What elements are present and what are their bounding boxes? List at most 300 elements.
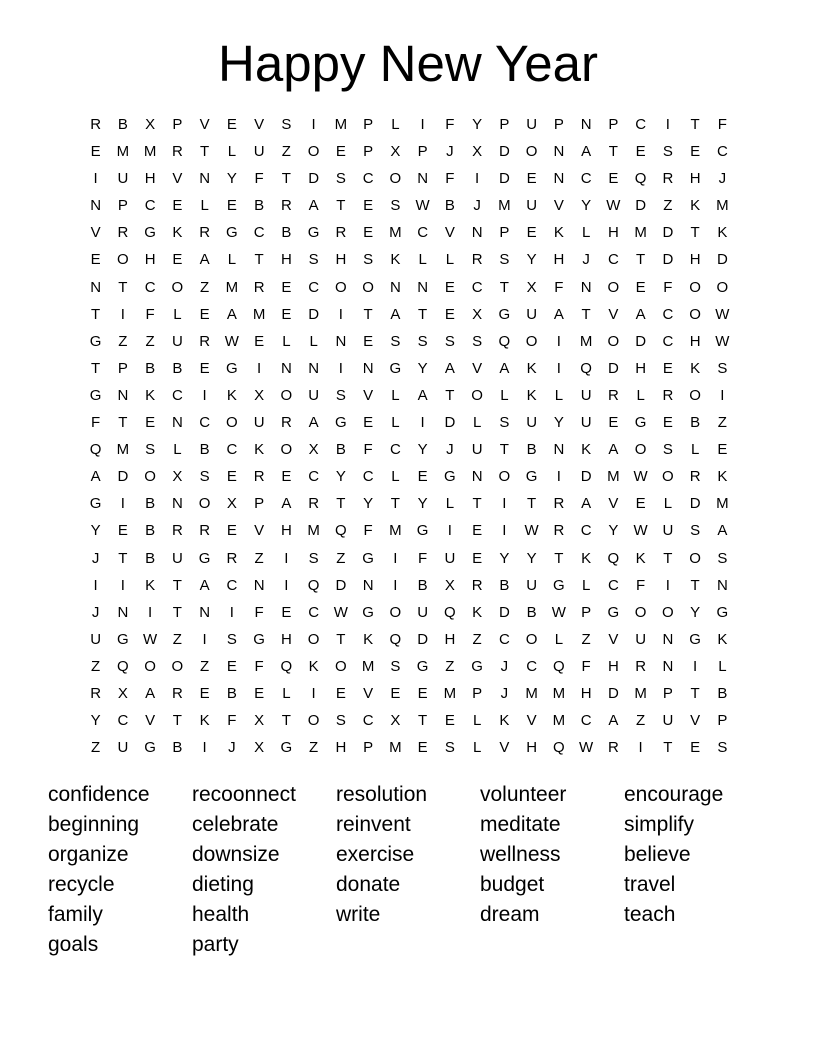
grid-letter: D — [689, 495, 701, 513]
grid-letter: K — [717, 224, 728, 242]
grid-letter: J — [91, 603, 100, 621]
grid-letter: M — [579, 332, 593, 350]
grid-letter: F — [445, 116, 455, 133]
grid-letter: E — [390, 684, 401, 702]
grid-letter: O — [307, 630, 320, 648]
word-list-item: resolution — [336, 783, 428, 806]
grid-letter: G — [89, 495, 102, 513]
grid-letter: N — [471, 468, 483, 486]
grid-letter: U — [253, 414, 265, 432]
grid-letter: C — [362, 712, 374, 730]
grid-letter: T — [581, 305, 591, 323]
grid-letter: V — [172, 170, 183, 188]
grid-letter: B — [717, 684, 728, 702]
grid-letter: E — [254, 332, 265, 350]
grid-letter: N — [308, 359, 320, 377]
grid-letter: K — [690, 197, 701, 215]
grid-letter: W — [224, 332, 239, 350]
grid-letter: Q — [389, 630, 402, 648]
grid-letter: E — [199, 359, 210, 377]
grid-letter: E — [363, 332, 374, 350]
grid-letter: C — [716, 143, 728, 161]
grid-letter: X — [254, 712, 265, 730]
grid-letter: E — [145, 414, 156, 432]
grid-letter: G — [362, 549, 374, 567]
grid-letter: N — [362, 359, 374, 377]
grid-letter: C — [308, 278, 320, 296]
grid-letter: B — [117, 116, 128, 133]
grid-letter: T — [418, 305, 428, 323]
grid-letter: F — [581, 657, 591, 675]
grid-row — [82, 490, 736, 517]
grid-letter: C — [144, 278, 156, 296]
grid-letter: I — [338, 305, 343, 323]
grid-letter: G — [226, 359, 238, 377]
grid-row — [82, 355, 736, 382]
grid-letter: C — [117, 712, 129, 730]
grid-letter: D — [498, 170, 510, 188]
grid-letter: E — [472, 522, 483, 540]
grid-letter: D — [417, 630, 429, 648]
word-list-item: recycle — [48, 873, 115, 896]
grid-letter: O — [662, 603, 674, 621]
grid-row — [82, 274, 736, 301]
grid-letter: V — [363, 684, 374, 702]
grid-letter: T — [690, 576, 700, 594]
grid-letter: R — [199, 332, 211, 350]
word-list-item: encourage — [624, 783, 724, 806]
grid-letter: L — [690, 441, 700, 459]
grid-letter: O — [389, 170, 402, 188]
grid-letter: L — [227, 143, 237, 161]
grid-letter: A — [444, 359, 455, 377]
grid-letter: R — [171, 143, 183, 161]
grid-letter: Q — [607, 549, 620, 567]
grid-letter: R — [471, 576, 483, 594]
grid-letter: Z — [636, 712, 646, 730]
grid-letter: V — [472, 359, 483, 377]
grid-letter: M — [716, 495, 729, 513]
grid-letter: R — [253, 468, 265, 486]
grid-letter: O — [498, 468, 511, 486]
grid-letter: J — [582, 251, 590, 269]
grid-letter: M — [634, 224, 647, 242]
grid-letter: J — [500, 684, 509, 702]
grid-letter: G — [362, 603, 374, 621]
grid-letter: C — [607, 576, 619, 594]
grid-letter: K — [172, 224, 183, 242]
grid-letter: E — [199, 305, 210, 323]
grid-letter: W — [633, 468, 648, 486]
grid-letter: H — [280, 630, 292, 648]
grid-letter: F — [418, 549, 428, 567]
grid-letter: L — [309, 332, 318, 350]
grid-letter: S — [390, 197, 401, 215]
grid-letter: Z — [200, 657, 210, 675]
grid-letter: B — [417, 576, 428, 594]
grid-letter: U — [171, 549, 183, 567]
grid-letter: W — [715, 305, 730, 323]
grid-letter: I — [229, 603, 234, 621]
grid-letter: B — [335, 441, 346, 459]
grid-letter: E — [417, 684, 428, 702]
grid-letter: T — [172, 576, 182, 594]
grid-letter: P — [363, 739, 374, 757]
grid-letter: T — [663, 549, 673, 567]
grid-letter: O — [307, 712, 320, 730]
grid-letter: M — [498, 197, 511, 215]
grid-letter: M — [389, 224, 402, 242]
grid-letter: I — [665, 116, 670, 133]
grid-letter: H — [607, 657, 619, 675]
grid-letter: S — [390, 657, 401, 675]
grid-letter: K — [717, 468, 728, 486]
grid-letter: E — [226, 522, 237, 540]
word-list-item: family — [48, 903, 103, 926]
grid-letter: C — [253, 224, 265, 242]
grid-letter: H — [689, 332, 701, 350]
grid-letter: S — [662, 143, 673, 161]
grid-letter: H — [526, 739, 538, 757]
grid-letter: E — [199, 684, 210, 702]
grid-letter: Z — [91, 657, 101, 675]
grid-letter: O — [525, 332, 538, 350]
grid-letter: L — [581, 576, 591, 594]
grid-letter: K — [690, 359, 701, 377]
grid-letter: A — [145, 684, 156, 702]
grid-letter: F — [445, 170, 455, 188]
word-list-item: goals — [48, 933, 99, 956]
grid-row — [82, 246, 736, 273]
grid-row — [82, 734, 736, 761]
grid-letter: N — [199, 603, 211, 621]
grid-letter: U — [171, 332, 183, 350]
grid-letter: A — [390, 305, 401, 323]
grid-letter: K — [363, 630, 374, 648]
grid-row — [82, 301, 736, 328]
grid-letter: E — [526, 224, 537, 242]
grid-letter: F — [145, 305, 155, 323]
grid-letter: G — [716, 603, 729, 621]
grid-letter: O — [607, 332, 620, 350]
grid-letter: X — [390, 143, 401, 161]
grid-letter: I — [202, 386, 207, 404]
grid-letter: L — [636, 386, 645, 404]
grid-letter: E — [281, 278, 292, 296]
grid-letter: F — [91, 414, 101, 432]
grid-letter: T — [118, 549, 128, 567]
grid-letter: I — [556, 468, 561, 486]
grid-letter: E — [254, 684, 265, 702]
grid-letter: R — [607, 739, 619, 757]
grid-letter: B — [145, 522, 156, 540]
grid-letter: P — [117, 197, 128, 215]
grid-letter: G — [117, 630, 129, 648]
grid-letter: L — [500, 386, 509, 404]
grid-letter: W — [606, 197, 621, 215]
grid-letter: I — [202, 630, 207, 648]
grid-letter: B — [145, 549, 156, 567]
grid-letter: U — [526, 576, 538, 594]
grid-letter: J — [446, 143, 454, 161]
grid-letter: I — [284, 576, 289, 594]
grid-letter: H — [280, 251, 292, 269]
grid-letter: E — [635, 278, 646, 296]
grid-letter: E — [226, 657, 237, 675]
grid-letter: C — [662, 332, 674, 350]
grid-row — [82, 545, 736, 572]
grid-letter: L — [282, 684, 291, 702]
grid-letter: L — [391, 414, 400, 432]
grid-letter: Z — [254, 549, 264, 567]
grid-letter: O — [689, 549, 701, 567]
grid-letter: N — [580, 278, 592, 296]
grid-row — [82, 463, 736, 490]
grid-letter: L — [554, 630, 564, 648]
grid-letter: B — [690, 414, 701, 432]
grid-letter: Q — [280, 657, 293, 675]
grid-letter: A — [635, 305, 646, 323]
grid-letter: U — [471, 441, 483, 459]
grid-letter: U — [580, 386, 592, 404]
grid-letter: T — [200, 143, 210, 161]
grid-letter: R — [199, 224, 211, 242]
grid-letter: L — [173, 441, 182, 459]
grid-letter: V — [690, 712, 701, 730]
word-list-item: organize — [48, 843, 129, 866]
grid-letter: F — [227, 712, 237, 730]
grid-letter: K — [526, 386, 537, 404]
grid-letter: G — [226, 224, 238, 242]
grid-letter: E — [444, 305, 455, 323]
grid-letter: A — [553, 305, 564, 323]
grid-letter: Y — [499, 549, 510, 567]
grid-letter: E — [90, 251, 101, 269]
grid-letter: U — [117, 739, 129, 757]
grid-row — [82, 328, 736, 355]
grid-letter: S — [308, 251, 319, 269]
grid-letter: J — [473, 197, 481, 215]
grid-letter: H — [144, 170, 156, 188]
grid-letter: S — [226, 630, 237, 648]
grid-letter: E — [690, 143, 701, 161]
grid-letter: M — [634, 684, 647, 702]
grid-letter: E — [226, 468, 237, 486]
grid-letter: K — [390, 251, 401, 269]
grid-letter: N — [90, 278, 102, 296]
grid-letter: L — [663, 495, 673, 513]
grid-letter: I — [93, 576, 98, 594]
grid-letter: C — [580, 170, 592, 188]
grid-letter: D — [607, 684, 619, 702]
grid-letter: R — [199, 522, 211, 540]
grid-letter: K — [145, 576, 156, 594]
grid-letter: Y — [363, 495, 374, 513]
grid-row — [82, 626, 736, 653]
grid-row — [82, 517, 736, 544]
grid-letter: M — [525, 684, 538, 702]
grid-letter: R — [171, 684, 183, 702]
grid-letter: M — [334, 116, 348, 133]
grid-letter: W — [143, 630, 158, 648]
grid-letter: Y — [581, 197, 592, 215]
grid-letter: P — [172, 116, 183, 133]
grid-letter: G — [144, 739, 156, 757]
grid-letter: Q — [553, 657, 565, 675]
grid-letter: H — [689, 170, 701, 188]
grid-row — [82, 572, 736, 599]
grid-letter: D — [580, 468, 592, 486]
grid-letter: R — [662, 170, 674, 188]
grid-letter: T — [445, 386, 455, 404]
grid-letter: S — [499, 251, 510, 269]
grid-letter: P — [363, 116, 374, 133]
grid-letter: J — [228, 739, 236, 757]
grid-letter: X — [472, 305, 483, 323]
grid-letter: C — [362, 468, 374, 486]
grid-letter: X — [226, 495, 237, 513]
grid-letter: E — [635, 495, 646, 513]
grid-letter: N — [662, 657, 674, 675]
grid-letter: R — [280, 197, 292, 215]
grid-letter: A — [417, 386, 428, 404]
word-list-item: confidence — [48, 783, 150, 806]
word-list-item: celebrate — [192, 813, 279, 836]
grid-letter: U — [526, 414, 538, 432]
grid-letter: P — [717, 712, 728, 730]
grid-letter: M — [225, 278, 239, 296]
grid-letter: F — [254, 603, 264, 621]
grid-letter: V — [254, 116, 265, 133]
grid-letter: T — [336, 495, 346, 513]
grid-letter: V — [199, 116, 210, 133]
grid-letter: X — [472, 143, 483, 161]
grid-letter: X — [145, 116, 156, 133]
grid-letter: M — [389, 522, 402, 540]
grid-letter: E — [526, 170, 537, 188]
grid-letter: K — [226, 386, 237, 404]
grid-letter: T — [281, 170, 291, 188]
grid-letter: M — [443, 684, 457, 702]
grid-letter: W — [551, 603, 566, 621]
grid-row — [82, 111, 736, 138]
grid-letter: A — [581, 495, 592, 513]
grid-letter: S — [662, 441, 673, 459]
grid-letter: A — [90, 468, 101, 486]
word-list-item: party — [192, 933, 239, 956]
grid-letter: Q — [335, 522, 347, 540]
grid-letter: B — [199, 441, 210, 459]
grid-letter: C — [498, 630, 510, 648]
grid-letter: E — [444, 712, 455, 730]
grid-letter: T — [118, 414, 128, 432]
grid-letter: N — [389, 278, 401, 296]
grid-letter: E — [90, 143, 101, 161]
grid-letter: R — [607, 386, 619, 404]
grid-letter: G — [498, 305, 511, 323]
grid-letter: C — [226, 441, 238, 459]
grid-letter: F — [254, 657, 264, 675]
grid-letter: O — [280, 441, 293, 459]
grid-letter: I — [202, 739, 207, 757]
word-list — [48, 780, 788, 960]
grid-letter: C — [226, 576, 238, 594]
grid-letter: O — [689, 386, 701, 404]
grid-letter: B — [526, 441, 537, 459]
grid-letter: P — [662, 684, 673, 702]
grid-letter: C — [144, 197, 156, 215]
grid-letter: D — [444, 414, 456, 432]
grid-letter: O — [634, 441, 647, 459]
grid-letter: U — [117, 170, 129, 188]
grid-letter: K — [499, 712, 510, 730]
grid-letter: M — [252, 305, 266, 323]
grid-letter: T — [690, 684, 700, 702]
grid-letter: M — [607, 468, 620, 486]
grid-letter: Q — [498, 332, 511, 350]
grid-letter: P — [472, 684, 483, 702]
grid-letter: M — [716, 197, 729, 215]
grid-letter: I — [693, 657, 698, 675]
grid-letter: Z — [336, 549, 346, 567]
word-list-item: teach — [624, 903, 676, 926]
grid-letter: R — [171, 522, 183, 540]
grid-letter: I — [720, 386, 725, 404]
grid-row — [82, 680, 736, 707]
grid-letter: J — [91, 549, 100, 567]
grid-letter: S — [281, 116, 292, 133]
word-list-item: travel — [624, 873, 676, 896]
grid-letter: T — [118, 278, 128, 296]
grid-letter: T — [418, 712, 428, 730]
word-list-item: dream — [480, 903, 540, 926]
word-list-item: budget — [480, 873, 545, 896]
word-list-item: meditate — [480, 813, 561, 836]
grid-letter: U — [308, 386, 320, 404]
grid-letter: I — [393, 549, 398, 567]
grid-letter: M — [116, 441, 130, 459]
grid-letter: U — [253, 143, 265, 161]
letter-grid — [82, 111, 736, 761]
grid-letter: F — [363, 522, 373, 540]
grid-letter: N — [580, 116, 592, 133]
grid-letter: V — [608, 495, 619, 513]
grid-letter: N — [553, 441, 565, 459]
grid-letter: C — [308, 468, 320, 486]
grid-letter: L — [391, 116, 400, 133]
grid-letter: G — [144, 224, 156, 242]
grid-letter: G — [634, 414, 647, 432]
grid-letter: A — [199, 576, 210, 594]
grid-letter: I — [556, 332, 561, 350]
grid-letter: Q — [634, 170, 647, 188]
grid-letter: Q — [553, 739, 565, 757]
grid-letter: U — [417, 603, 429, 621]
grid-letter: A — [581, 143, 592, 161]
grid-letter: E — [363, 197, 374, 215]
grid-letter: G — [416, 657, 429, 675]
grid-letter: S — [308, 549, 319, 567]
grid-letter: S — [199, 468, 210, 486]
grid-letter: O — [389, 603, 402, 621]
grid-letter: E — [662, 359, 673, 377]
word-list-item: simplify — [624, 813, 695, 836]
grid-letter: Z — [663, 197, 673, 215]
grid-letter: P — [581, 603, 592, 621]
grid-letter: N — [117, 603, 129, 621]
grid-letter: C — [389, 441, 401, 459]
grid-letter: O — [689, 305, 701, 323]
